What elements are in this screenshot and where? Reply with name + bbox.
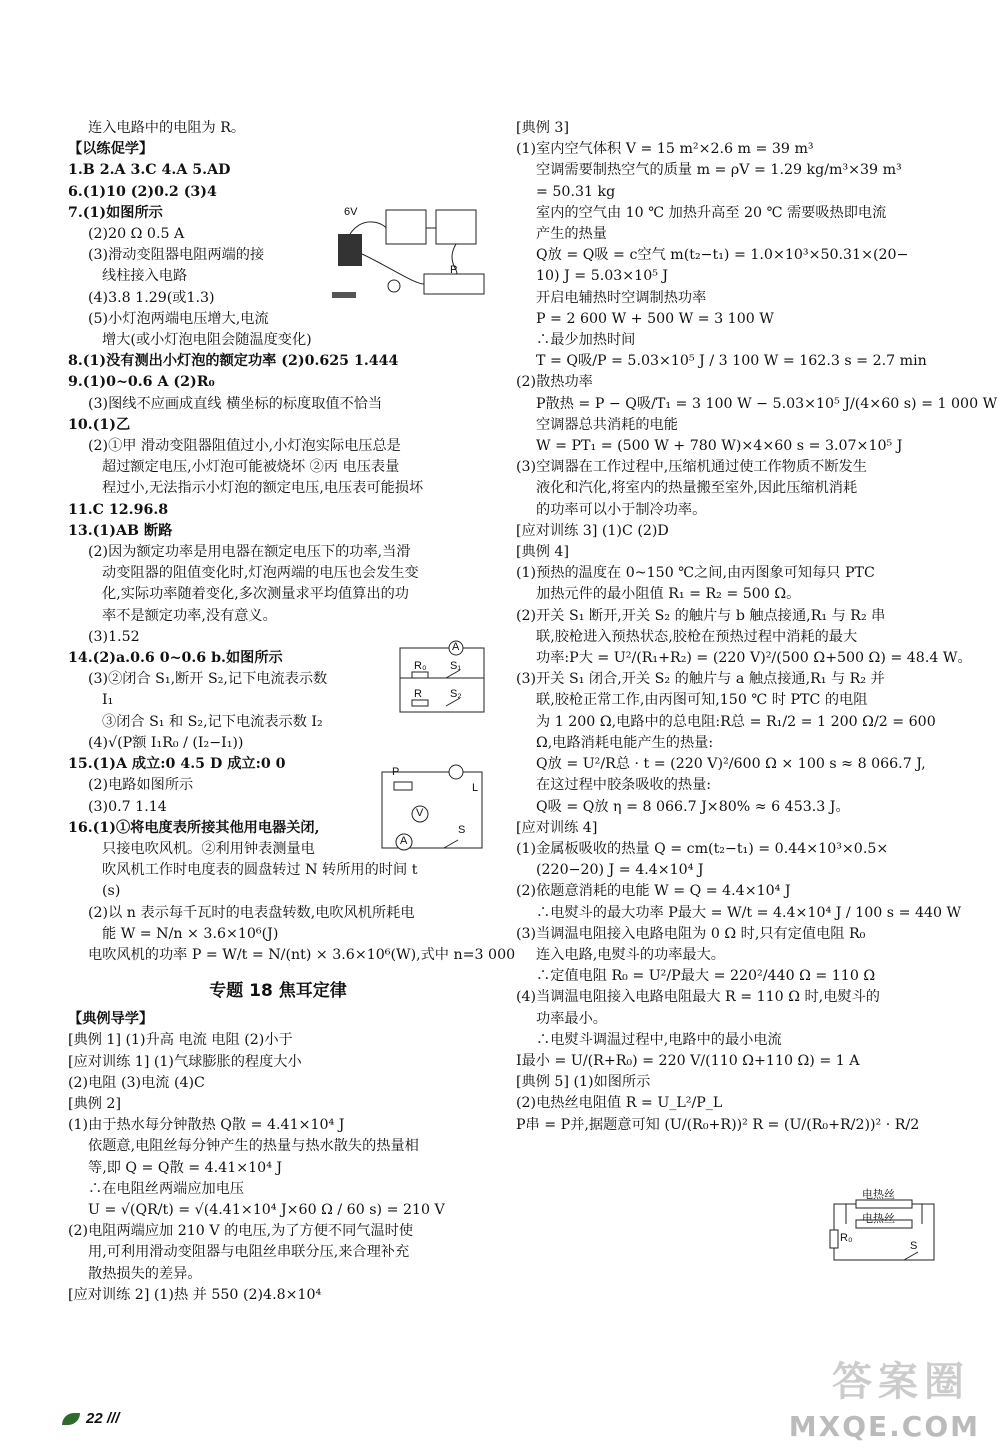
right-line: 空调需要制热空气的质量 m = ρV = 1.29 kg/m³×39 m³ bbox=[536, 162, 902, 179]
right-line: 联,胶枪正常工作,由丙图可知,150 ℃ 时 PTC 的电阻 bbox=[536, 692, 868, 709]
right-line: = 50.31 kg bbox=[536, 183, 616, 200]
right-line: (2)依题意消耗的电能 W = Q = 4.4×10⁴ J bbox=[516, 883, 791, 900]
figure-14-circuit bbox=[394, 636, 490, 718]
left-line: (2)20 Ω 0.5 A bbox=[88, 226, 185, 243]
right-line: 连入电路,电熨斗的功率最大。 bbox=[536, 946, 725, 963]
left2-line: 【典例导学】 bbox=[68, 1011, 154, 1028]
right-line: 空调器总共消耗的电能 bbox=[536, 416, 678, 433]
right-line: (2)电热丝电阻值 R = U_L²/P_L bbox=[516, 1095, 723, 1112]
left-line: 能 W = N/n × 3.6×10⁶(J) bbox=[102, 925, 279, 942]
left2-line: [典例 1] (1)升高 电流 电阻 (2)小于 bbox=[68, 1032, 293, 1049]
page-number: 22 bbox=[86, 1410, 103, 1427]
right-line: [典例 3] bbox=[516, 120, 569, 136]
left-line: 13.(1)AB 断路 bbox=[68, 522, 173, 539]
left2-line: 等,即 Q = Q散 = 4.41×10⁴ J bbox=[88, 1159, 283, 1176]
label-p: P bbox=[450, 264, 458, 276]
left-line: 连入电路中的电阻为 R。 bbox=[88, 120, 246, 136]
right-line: T = Q吸/P = 5.03×10⁵ J / 3 100 W = 162.3 s = 2.7 min bbox=[536, 353, 927, 370]
right-line: 室内的空气由 10 ℃ 加热升高至 20 ℃ 需要吸热即电流 bbox=[536, 204, 887, 221]
label-heater1: 电热丝 bbox=[862, 1189, 895, 1201]
left2-line: (2)电阻 (3)电流 (4)C bbox=[68, 1074, 205, 1091]
figure-example5-circuit bbox=[826, 1189, 942, 1268]
right-line: ∴电熨斗调温过程中,电路中的最小电流 bbox=[536, 1031, 782, 1048]
left-line: 16.(1)①将电度表所接其他用电器关闭, bbox=[68, 819, 320, 836]
right-line: 联,胶枪进入预热状态,胶枪在预热过程中消耗的最大 bbox=[536, 628, 858, 645]
right-line: 液化和汽化,将室内的热量搬至室外,因此压缩机消耗 bbox=[536, 480, 858, 497]
label-a: A bbox=[452, 641, 460, 653]
label-a15: A bbox=[400, 835, 408, 847]
left2-line: U = √(QR/t) = √(4.41×10⁴ J×60 Ω / 60 s) = 210 V bbox=[88, 1201, 445, 1218]
left-line: 1.B 2.A 3.C 4.A 5.AD bbox=[68, 162, 231, 179]
right-line: Q放 = Q吸 = c空气 m(t₂−t₁) = 1.0×10³×50.31×(20− bbox=[536, 247, 909, 264]
right-line: 为 1 200 Ω,电路中的总电阻:R总 = R₁/2 = 1 200 Ω/2 = 600 bbox=[536, 713, 936, 730]
right-line: ∴最少加热时间 bbox=[536, 332, 636, 349]
right-line: [应对训练 4] bbox=[516, 819, 598, 836]
right-column bbox=[516, 118, 998, 1136]
left-line: (4)3.8 1.29(或1.3) bbox=[88, 289, 215, 306]
right-line: ∴电熨斗的最大功率 P最大 = W/t = 4.4×10⁴ J / 100 s = 440 W bbox=[536, 904, 962, 921]
left-line: 化,实际功率随着变化,多次测量求平均值算出的功 bbox=[102, 586, 409, 603]
right-line: P = 2 600 W + 500 W = 3 100 W bbox=[536, 310, 774, 327]
label-heater2: 电热丝 bbox=[862, 1213, 895, 1225]
right-line: [典例 4] bbox=[516, 544, 569, 561]
label-s1: S₁ bbox=[450, 660, 462, 672]
left2-line: (2)电阻两端应加 210 V 的电压,为了方便不同气温时使 bbox=[68, 1223, 414, 1240]
figure-7-circuit bbox=[324, 204, 494, 304]
watermark-url: MXQE.COM bbox=[788, 1410, 980, 1443]
right-line: 加热元件的最小阻值 R₁ = R₂ = 500 Ω。 bbox=[536, 586, 801, 603]
left-line: (3)1.52 bbox=[88, 628, 140, 645]
left2-line: 用,可利用滑动变阻器与电阻丝串联分压,来合理补充 bbox=[88, 1244, 410, 1261]
left2-line: [应对训练 2] (1)热 并 550 (2)4.8×10⁴ bbox=[68, 1286, 322, 1303]
left2-line: [典例 2] bbox=[68, 1095, 121, 1112]
right-line: Ω,电路消耗电能产生的热量: bbox=[536, 734, 714, 751]
left-line: 【以练促学】 bbox=[68, 141, 154, 158]
left-line: (s) bbox=[102, 883, 121, 900]
left-line: 增大(或小灯泡电阻会随温度变化) bbox=[102, 332, 312, 349]
left-line: 11.C 12.96.8 bbox=[68, 501, 169, 518]
left2-line: 依题意,电阻丝每分钟产生的热量与热水散失的热量相 bbox=[88, 1138, 419, 1155]
left-line: 8.(1)没有测出小灯泡的额定功率 (2)0.625 1.444 bbox=[68, 353, 399, 370]
right-line: 开启电辅热时空调制热功率 bbox=[536, 289, 707, 306]
right-line: I最小 = U/(R+R₀) = 220 V/(110 Ω+110 Ω) = 1 A bbox=[516, 1052, 860, 1069]
label-6v: 6V bbox=[344, 206, 358, 218]
right-line: P散热 = P − Q吸/T₁ = 3 100 W − 5.03×10⁵ J/(4×60 s) = 1 000 W bbox=[536, 395, 998, 412]
left-line: (3)滑动变阻器电阻两端的接 bbox=[88, 247, 265, 264]
right-line: W = PT₁ = (500 W + 780 W)×4×60 s = 3.07×10⁵ J bbox=[536, 438, 903, 455]
left2-line: (1)由于热水每分钟散热 Q散 = 4.41×10⁴ J bbox=[68, 1117, 345, 1134]
page-footer: 22 /// bbox=[62, 1410, 119, 1427]
right-line: 在这过程中胶条吸收的热量: bbox=[536, 777, 712, 794]
right-line: ∴定值电阻 R₀ = U²/P最大 = 220²/440 Ω = 110 Ω bbox=[536, 968, 876, 985]
right-line: Q吸 = Q放 η = 8 066.7 J×80% ≈ 6 453.3 J。 bbox=[536, 798, 850, 815]
label-s5: S bbox=[910, 1240, 918, 1252]
left-line: 线柱接入电路 bbox=[102, 268, 188, 285]
right-line: (1)室内空气体积 V = 15 m²×2.6 m = 39 m³ bbox=[516, 141, 814, 158]
left2-line: ∴在电阻丝两端应加电压 bbox=[88, 1180, 245, 1197]
right-line: P串 = P并,据题意可知 (U/(R₀+R))² R = (U/(R₀+R/2))² · R/2 bbox=[516, 1116, 920, 1133]
section-title: 专题 18 焦耳定律 bbox=[209, 981, 347, 1002]
left-line: 10.(1)乙 bbox=[68, 416, 131, 433]
left2-line: 散热损失的差异。 bbox=[88, 1265, 202, 1282]
left-line: 9.(1)0~0.6 A (2)R₀ bbox=[68, 374, 215, 391]
right-line: (3)开关 S₁ 闭合,开关 S₂ 的触片与 a 触点接通,R₁ 与 R₂ 并 bbox=[516, 671, 885, 688]
left-line: 动变阻器的阻值变化时,灯泡两端的电压也会发生变 bbox=[102, 565, 419, 582]
left-line: (2)电路如图所示 bbox=[88, 777, 194, 794]
right-line: (2)开关 S₁ 断开,开关 S₂ 的触片与 b 触点接通,R₁ 与 R₂ 串 bbox=[516, 607, 886, 624]
left-line: 超过额定电压,小灯泡可能被烧坏 ②丙 电压表量 bbox=[102, 459, 400, 476]
figure-7-svg bbox=[324, 204, 494, 304]
right-line: [应对训练 3] (1)C (2)D bbox=[516, 522, 669, 539]
left-line: 只接电吹风机。②利用钟表测量电 bbox=[102, 840, 315, 857]
label-r0-5: R₀ bbox=[840, 1232, 853, 1244]
label-s15: S bbox=[458, 824, 466, 836]
figure-14-svg bbox=[394, 636, 490, 718]
label-s2: S₂ bbox=[450, 688, 462, 700]
label-v15: V bbox=[416, 807, 424, 819]
label-l15: L bbox=[472, 782, 479, 794]
left-line: I₁ bbox=[102, 692, 114, 709]
left-line: (3)②闭合 S₁,断开 S₂,记下电流表示数 bbox=[88, 671, 328, 688]
left-line: (2)因为额定功率是用电器在额定电压下的功率,当滑 bbox=[88, 544, 411, 561]
watermark-logo: 答案圈 bbox=[832, 1359, 970, 1405]
left-line: (2)以 n 表示每千瓦时的电表盘转数,电吹风机所耗电 bbox=[88, 904, 415, 921]
left-line: (4)√(P额 I₁R₀ / (I₂−I₁)) bbox=[88, 734, 244, 751]
left-line: 程过小,无法指示小灯泡的额定电压,电压表可能损坏 bbox=[102, 480, 424, 497]
right-line: (3)空调器在工作过程中,压缩机通过使工作物质不断发生 bbox=[516, 459, 867, 476]
left-line: 吹风机工作时电度表的圆盘转过 N 转所用的时间 t bbox=[102, 862, 418, 879]
right-line: (1)金属板吸收的热量 Q = cm(t₂−t₁) = 0.44×10³×0.5× bbox=[516, 840, 889, 857]
right-line: 功率最小。 bbox=[536, 1010, 607, 1027]
left-line: 7.(1)如图所示 bbox=[68, 204, 163, 221]
right-line: 产生的热量 bbox=[536, 226, 607, 243]
right-line: (3)当调温电阻接入电路电阻为 0 Ω 时,只有定值电阻 R₀ bbox=[516, 925, 866, 942]
figure-15-circuit bbox=[374, 762, 490, 854]
right-line: (2)散热功率 bbox=[516, 374, 593, 391]
right-line: Q放 = U²/R总 · t = (220 V)²/600 Ω × 100 s ≈ 8 066.7 J, bbox=[536, 756, 926, 773]
left-line: 率不是额定功率,没有意义。 bbox=[102, 607, 277, 624]
right-line: (220−20) J = 4.4×10⁴ J bbox=[536, 862, 704, 879]
left-line: 15.(1)A 成立:0 4.5 D 成立:0 0 bbox=[68, 756, 286, 773]
right-line: (1)预热的温度在 0~150 ℃之间,由丙图象可知每只 PTC bbox=[516, 565, 875, 582]
right-line: [典例 5] (1)如图所示 bbox=[516, 1074, 651, 1091]
right-line: 功率:P大 = U²/(R₁+R₂) = (220 V)²/(500 Ω+500 Ω) = 48.4 W。 bbox=[536, 650, 972, 667]
left-line: 电吹风机的功率 P = W/t = N/(nt) × 3.6×10⁶(W),式中 n=3 000 bbox=[88, 946, 516, 963]
leaf-icon bbox=[62, 1413, 80, 1425]
left-line: 14.(2)a.0.6 0~0.6 b.如图所示 bbox=[68, 650, 283, 667]
left-line: (3)图线不应画成直线 横坐标的标度取值不恰当 bbox=[88, 395, 383, 412]
label-r0: R₀ bbox=[414, 660, 427, 672]
right-line: 的功率可以小于制冷功率。 bbox=[536, 501, 707, 518]
left2-line: [应对训练 1] (1)气球膨胀的程度大小 bbox=[68, 1053, 302, 1070]
right-line: 10) J = 5.03×10⁵ J bbox=[536, 268, 669, 285]
left-line: (5)小灯泡两端电压增大,电流 bbox=[88, 310, 269, 327]
label-p15: P bbox=[392, 766, 400, 778]
left-line: ③闭合 S₁ 和 S₂,记下电流表示数 I₂ bbox=[102, 713, 323, 730]
label-r: R bbox=[414, 688, 422, 700]
left-line: (2)①甲 滑动变阻器阻值过小,小灯泡实际电压总是 bbox=[88, 438, 401, 455]
left-line: (3)0.7 1.14 bbox=[88, 798, 167, 815]
left-line: 6.(1)10 (2)0.2 (3)4 bbox=[68, 183, 217, 200]
right-line: (4)当调温电阻接入电路电阻最大 R = 110 Ω 时,电熨斗的 bbox=[516, 989, 880, 1006]
